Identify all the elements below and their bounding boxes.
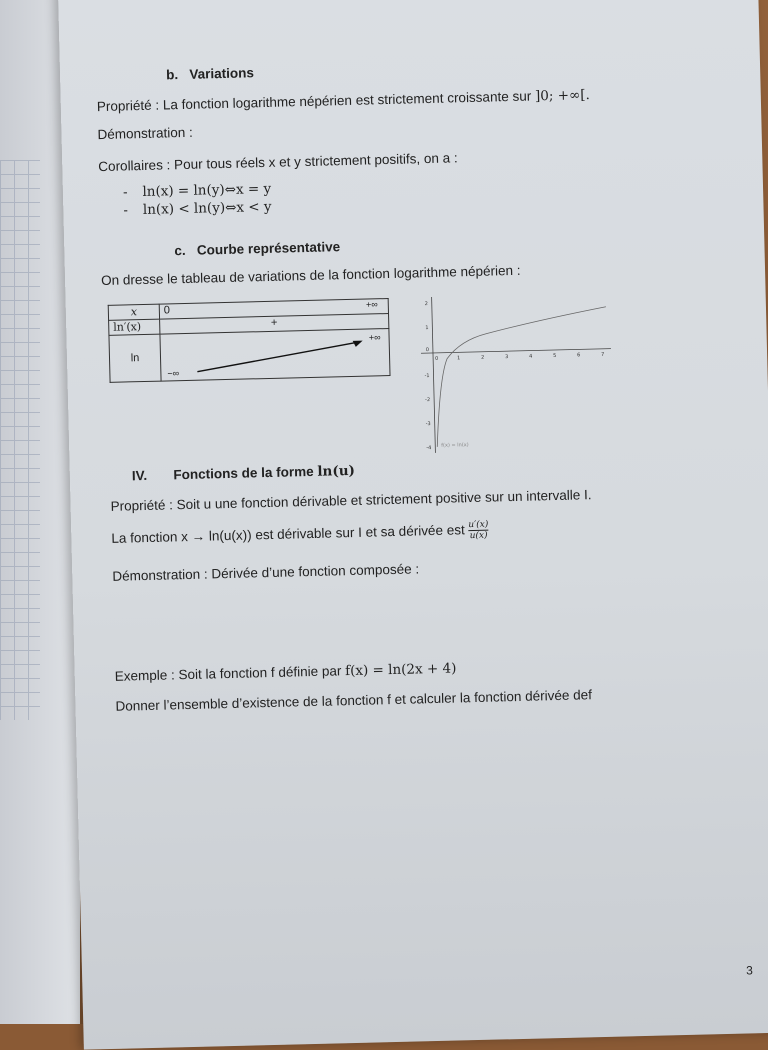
tick-x-5: 5 — [553, 352, 557, 360]
example: Exemple : Soit la fonction f définie par f(x) = ln(2x + 4) — [114, 660, 457, 684]
tick-x-7: 7 — [601, 351, 605, 358]
tick-y-2: 2 — [424, 301, 429, 308]
table-header-x: x — [108, 304, 159, 320]
demonstration-1: Démonstration : — [97, 124, 193, 143]
table-variation-cell — [160, 329, 390, 382]
exercise: Donner l’ensemble d’existence de la fonction f et calculer la fonction dérivée def — [115, 687, 593, 714]
corollary-2: - ln(x) < ln(y)⇔x < y — [123, 198, 272, 218]
ln-curve — [434, 307, 609, 447]
section-c-title: c. Courbe représentative — [174, 239, 341, 259]
curve-legend: f(x) = ln(x) — [441, 442, 469, 449]
document-page — [58, 0, 768, 1050]
y-axis — [432, 297, 439, 453]
increasing-arrow — [188, 329, 389, 380]
tick-y-1: 1 — [425, 325, 429, 332]
page-number: 3 — [745, 963, 754, 978]
tick-y-m1: -1 — [424, 373, 430, 380]
tick-x-4: 4 — [529, 353, 533, 360]
table-x-range: 0 +∞ — [159, 299, 388, 320]
variation-table — [108, 298, 391, 383]
tick-x-3: 3 — [505, 354, 509, 361]
grid-pattern — [0, 160, 40, 720]
section-b-title: b. Variations — [165, 65, 255, 83]
tick-y-0: 0 — [425, 347, 430, 354]
property-2: Propriété : Soit u une fonction dérivable et strictement positive sur un intervalle I. — [110, 487, 592, 514]
tick-x-1: 1 — [457, 355, 461, 362]
corollaries: Corollaires : Pour tous réels x et y strictement positifs, on a : — [98, 150, 458, 175]
table-intro: On dresse le tableau de variations de la fonction logarithme népérien : — [100, 262, 521, 289]
property-1: Propriété : La fonction logarithme népérien est strictement croissante sur ]0; +∞[. — [96, 87, 590, 115]
table-sign: + — [160, 314, 389, 335]
tick-x-0: 0 — [435, 355, 439, 362]
tick-y-m2: -2 — [425, 397, 431, 404]
limit-minus: −∞ — [167, 368, 180, 379]
table-ln-label: ln — [109, 334, 161, 382]
tick-x-6: 6 — [577, 352, 581, 359]
tick-y-m4: -4 — [426, 445, 432, 452]
table-derivative-label: ln′(x) — [109, 319, 160, 335]
limit-plus: +∞ — [368, 332, 381, 343]
section-iv-title: IV. Fonctions de la forme ln(u) — [131, 462, 356, 484]
derivative-statement: La fonction x → ln(u(x)) est dérivable sur I et sa dérivée est $\frac{u'(x)}{u(x)}$ — [111, 519, 489, 546]
corollary-1: - ln(x) = ln(y)⇔x = y — [122, 180, 272, 200]
demonstration-2: Démonstration : Dérivée d’une fonction composée : — [112, 561, 420, 584]
x-axis — [421, 349, 611, 354]
derivative-fraction: $\frac{u'(x)}{u(x)}$ — [468, 519, 489, 542]
tick-x-2: 2 — [481, 354, 485, 361]
tick-y-m3: -3 — [425, 421, 431, 428]
ln-graph — [416, 292, 620, 457]
